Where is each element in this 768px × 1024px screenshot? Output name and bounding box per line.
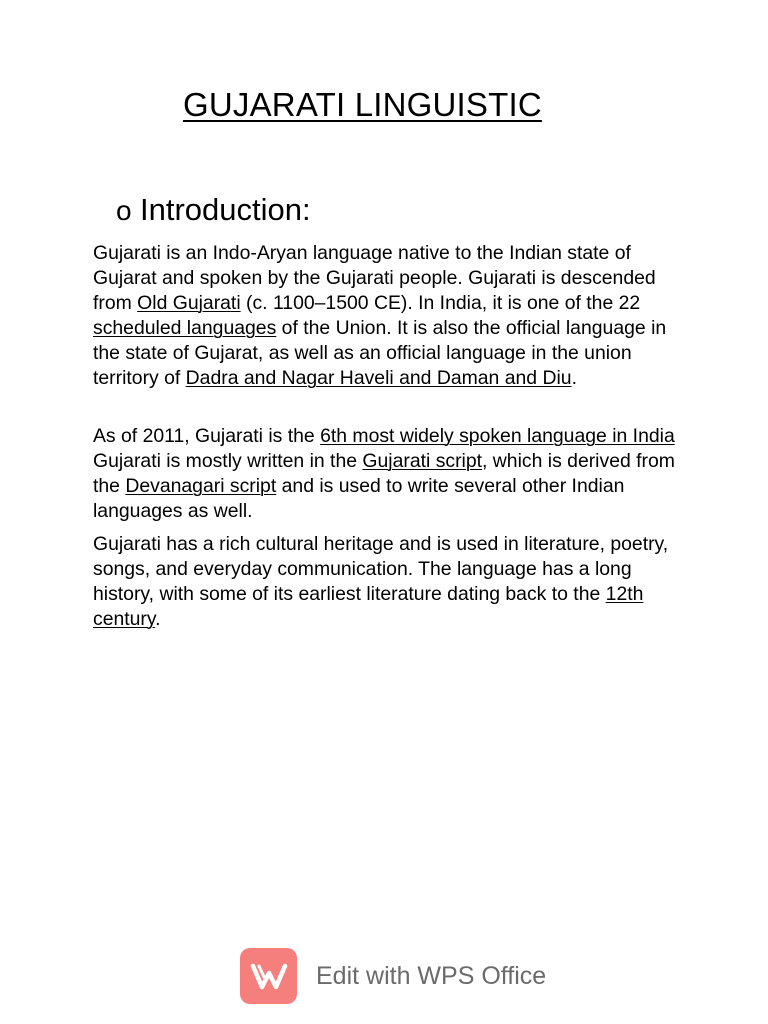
link-devanagari-script[interactable]: Devanagari script <box>125 475 277 497</box>
paragraph-2 <box>93 424 683 524</box>
wps-logo-icon <box>240 948 297 1004</box>
section-heading-introduction <box>116 192 311 228</box>
paragraph-text: Gujarati is an Indo-Aryan language native to the Indian state of Gujarat and spoken by the Gujarati people. Gujarati is descended from <box>93 242 656 314</box>
paragraph-text: . <box>155 608 161 630</box>
paragraph-text: (c. 1100–1500 CE). In India, it is one of the 22 <box>240 292 641 314</box>
bullet-marker: o <box>116 195 132 226</box>
paragraph-text: . <box>571 367 577 389</box>
paragraph-text: As of 2011, Gujarati is the <box>93 425 321 447</box>
link-old-gujarati[interactable]: Old Gujarati <box>137 292 241 314</box>
paragraph-text: of the Union. It is also the official language in the state of Gujarat, as well as an official language in the union territory of <box>93 317 667 389</box>
link-12th-century[interactable]: 12th century <box>93 583 644 630</box>
wps-watermark[interactable] <box>240 948 546 1004</box>
paragraph-text: Gujarati has a rich cultural heritage and is used in literature, poetry, songs, and everyday communication. The language has a long history, with some of its earliest literature dating back to the <box>93 533 669 605</box>
link-scheduled-languages[interactable]: scheduled languages <box>93 317 277 339</box>
link-dadra-nagar-haveli[interactable]: Dadra and Nagar Haveli and Daman and Diu <box>185 367 572 389</box>
wps-edit-label: Edit with WPS Office <box>316 961 547 990</box>
paragraph-text: Gujarati is mostly written in the <box>93 450 363 472</box>
link-6th-most-spoken[interactable]: 6th most widely spoken language in India <box>320 425 675 447</box>
paragraph-text: , which is derived from the <box>93 450 675 497</box>
paragraph-1 <box>93 241 683 391</box>
link-gujarati-script[interactable]: Gujarati script <box>362 450 483 472</box>
document-title: GUJARATI LINGUISTIC <box>183 86 542 123</box>
paragraph-text: and is used to write several other Indian languages as well. <box>93 475 625 522</box>
paragraph-3 <box>93 532 683 632</box>
section-heading-label: Introduction: <box>140 192 311 227</box>
